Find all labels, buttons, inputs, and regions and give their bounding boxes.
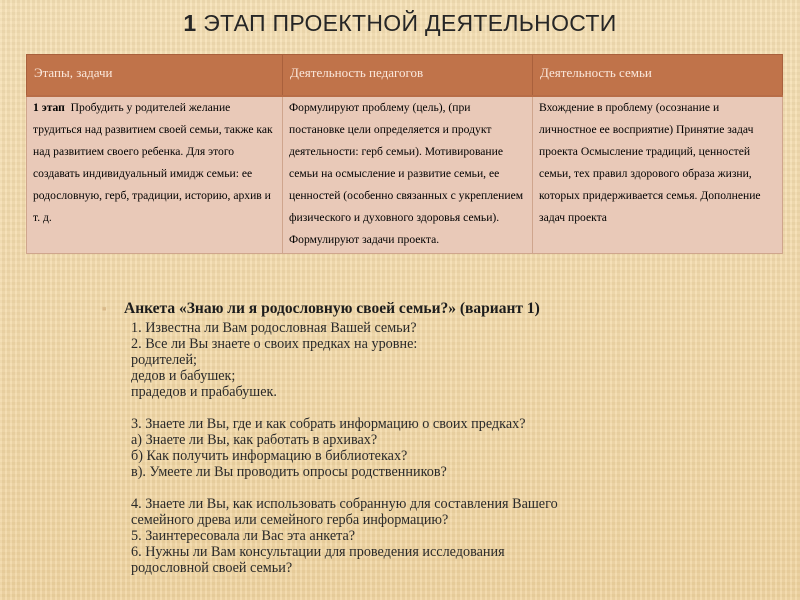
header-teachers: Деятельность педагогов <box>283 55 533 97</box>
cell-stage <box>27 96 283 254</box>
survey-title <box>100 300 780 318</box>
header-stages: Этапы, задачи <box>27 55 283 97</box>
survey-line: 2. Все ли Вы знаете о своих предках на уровне: <box>131 336 418 352</box>
survey-line: 3. Знаете ли Вы, где и как собрать информацию о своих предках? <box>131 416 526 432</box>
survey-line: а) Знаете ли Вы, как работать в архивах? <box>131 432 378 448</box>
survey-line: 5. Заинтересовала ли Вас эта анкета? <box>131 528 356 544</box>
survey-line: родословной своей семьи? <box>131 560 293 576</box>
survey-title-text: Анкета «Знаю ли я родословную своей семьи?» (вариант 1) <box>124 300 540 317</box>
stage-text: Пробудить у родителей желание трудиться над развитием своей семьи, также как над развитием своего ребенка. Для этого создавать индивидуальный имидж семьи: ее родословную, герб, традиции, историю, архив и т. д. <box>33 101 273 224</box>
survey-line <box>131 400 780 416</box>
survey-line: б) Как получить информацию в библиотеках? <box>131 448 408 464</box>
bullet-icon: ■ <box>102 305 107 313</box>
survey-line: в). Умеете ли Вы проводить опросы родственников? <box>131 464 447 480</box>
survey-line: 6. Нужны ли Вам консультации для проведения исследования <box>131 544 505 560</box>
survey-line: 1. Известна ли Вам родословная Вашей семьи? <box>131 320 417 336</box>
survey-section <box>100 300 780 576</box>
table-row <box>27 96 783 254</box>
slide-title <box>0 10 800 37</box>
survey-questions <box>100 320 780 576</box>
cell-family: Вхождение в проблему (осознание и личностное ее восприятие) Принятие задач проекта Осмысление традиций, ценностей семьи, тех правил здорового образа жизни, которых придерживается семья. Дополнение задач проекта <box>533 96 783 254</box>
survey-line: прадедов и прабабушек. <box>131 384 277 400</box>
survey-line: родителей; <box>131 352 197 368</box>
cell-teachers: Формулируют проблему (цель), (при постановке цели определяется и продукт деятельности: герб семьи). Мотивирование семьи на осмысление и развитие семьи, ее ценностей (особенно связанных с укреплением физического и духовного здоровья семьи). Формулируют задачи проекта. <box>283 96 533 254</box>
survey-line <box>131 480 780 496</box>
title-number: 1 <box>183 10 197 36</box>
survey-line: семейного древа или семейного герба информацию? <box>131 512 449 528</box>
stage-label: 1 этап <box>33 101 65 114</box>
stages-table <box>26 54 783 254</box>
survey-line: дедов и бабушек; <box>131 368 236 384</box>
survey-line: 4. Знаете ли Вы, как использовать собранную для составления Вашего <box>131 496 558 512</box>
table-header-row <box>27 55 783 97</box>
header-family: Деятельность семьи <box>533 55 783 97</box>
title-text: ЭТАП ПРОЕКТНОЙ ДЕЯТЕЛЬНОСТИ <box>203 10 617 36</box>
